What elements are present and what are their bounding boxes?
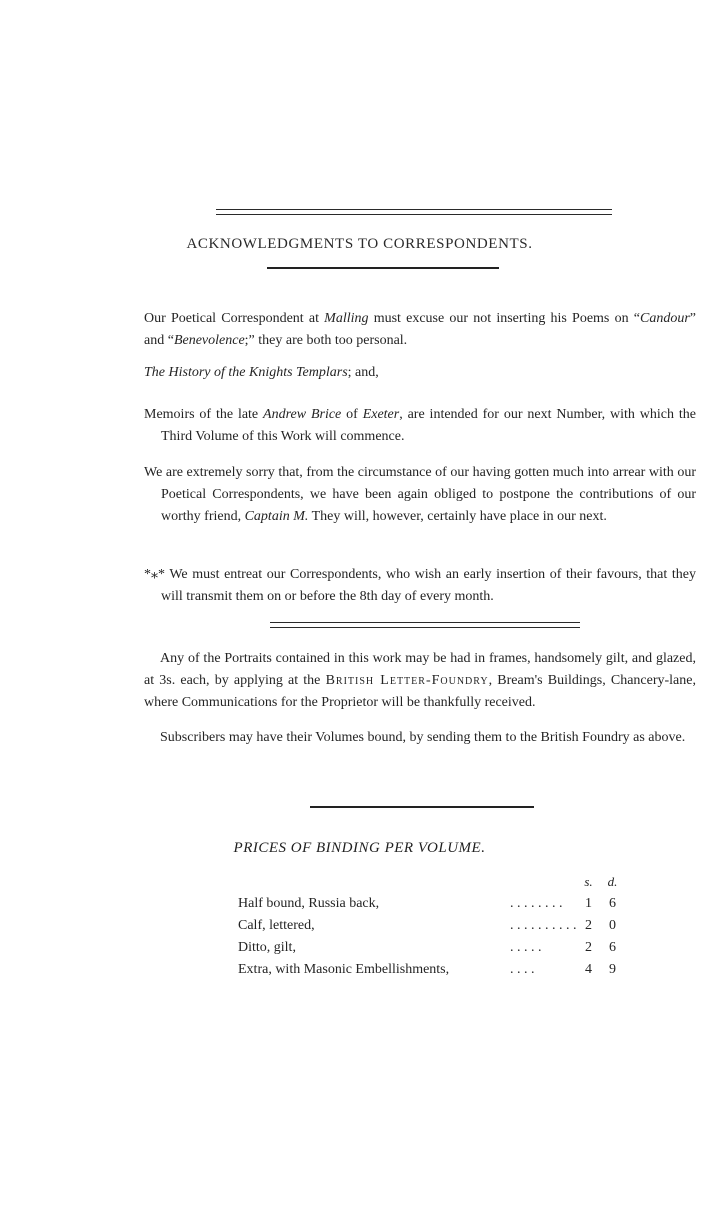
text: Memoirs of the late [144, 407, 264, 422]
title-underline [267, 267, 499, 269]
dot-leader: . . . . [510, 962, 535, 977]
work-title: The History of the Knights Templars [144, 365, 348, 380]
text: Any of the Portraits contained in this work may be had in frames, handsomely gilt, and glazed, at 3s. each, by applying at the [144, 651, 696, 688]
mid-rule-1 [270, 622, 580, 623]
foundry-name: British Letter-Foundry [325, 673, 489, 688]
top-rule-2 [216, 214, 612, 215]
top-rule-1 [216, 209, 612, 210]
person-name: Andrew Brice [263, 407, 342, 422]
paragraph-poetical-correspondent [144, 308, 696, 352]
page-title: ACKNOWLEDGMENTS TO CORRESPONDENTS. [186, 236, 533, 252]
poem-title: Benevolence [173, 333, 245, 348]
text: ” and “ [144, 311, 696, 348]
price-pence: 6 [609, 896, 616, 911]
price-shillings: 2 [585, 940, 592, 955]
asterism-mark: *⁎* [144, 567, 165, 582]
price-shillings: 2 [585, 918, 592, 933]
dot-leader: . . . . . . . . . . [510, 918, 577, 933]
section-rule [310, 806, 534, 808]
poem-title: Candour [639, 311, 690, 326]
person-name: Captain M. [244, 509, 309, 524]
price-shillings: 4 [585, 962, 592, 977]
shillings-header: s. [584, 874, 593, 889]
price-pence: 0 [609, 918, 616, 933]
text: Our Poetical Correspondent at [144, 311, 325, 326]
price-row [238, 890, 625, 912]
pence-header: d. [607, 874, 618, 889]
dot-leader: . . . . . . . . [510, 896, 563, 911]
binding-type: Calf, lettered, [238, 918, 315, 933]
prices-title: PRICES OF BINDING PER VOLUME. [233, 840, 486, 856]
paragraph-knights-templars [144, 362, 696, 384]
price-pence: 6 [609, 940, 616, 955]
price-row [238, 956, 625, 978]
dot-leader: . . . . . [510, 940, 542, 955]
text: must excuse our not inserting his Poems on “ [368, 311, 640, 326]
text: of [341, 407, 363, 422]
notice-portraits [144, 648, 696, 714]
notice-subscribers [144, 727, 696, 749]
price-row [238, 934, 625, 956]
text: ; and, [347, 365, 379, 380]
binding-type: Ditto, gilt, [238, 940, 296, 955]
text: Subscribers may have their Volumes bound, by sending them to the British Foundry as above. [160, 730, 686, 745]
price-row [238, 912, 625, 934]
text: , Bream's Buildings, Chancery-lane, where Communications for the Proprietor will be thankfully received. [144, 673, 696, 710]
text: We must entreat our Correspondents, who wish an early insertion of their favours, that they will transmit them on or before the 8th day of every month. [161, 567, 696, 604]
text: They will, however, certainly have place in our next. [308, 509, 607, 524]
place-name: Exeter [362, 407, 400, 422]
prices-header-row [238, 868, 625, 890]
paragraph-apology [144, 462, 696, 528]
binding-type: Extra, with Masonic Embellishments, [238, 962, 450, 977]
price-pence: 9 [609, 962, 616, 977]
text: We are extremely sorry that, from the circumstance of our having gotten much into arrear with our Poetical Correspondents, we have been again obliged to postpone the contributions of our worthy friend, [144, 465, 696, 524]
text: , are intended for our next Number, with which the Third Volume of this Work will commence. [161, 407, 696, 444]
binding-type: Half bound, Russia back, [238, 896, 380, 911]
text: ;” they are both too personal. [244, 333, 408, 348]
mid-rule-2 [270, 627, 580, 628]
prices-table [238, 868, 625, 978]
price-shillings: 1 [585, 896, 592, 911]
place-name: Malling [324, 311, 369, 326]
paragraph-entreaty [144, 564, 696, 608]
paragraph-memoirs [144, 404, 696, 448]
